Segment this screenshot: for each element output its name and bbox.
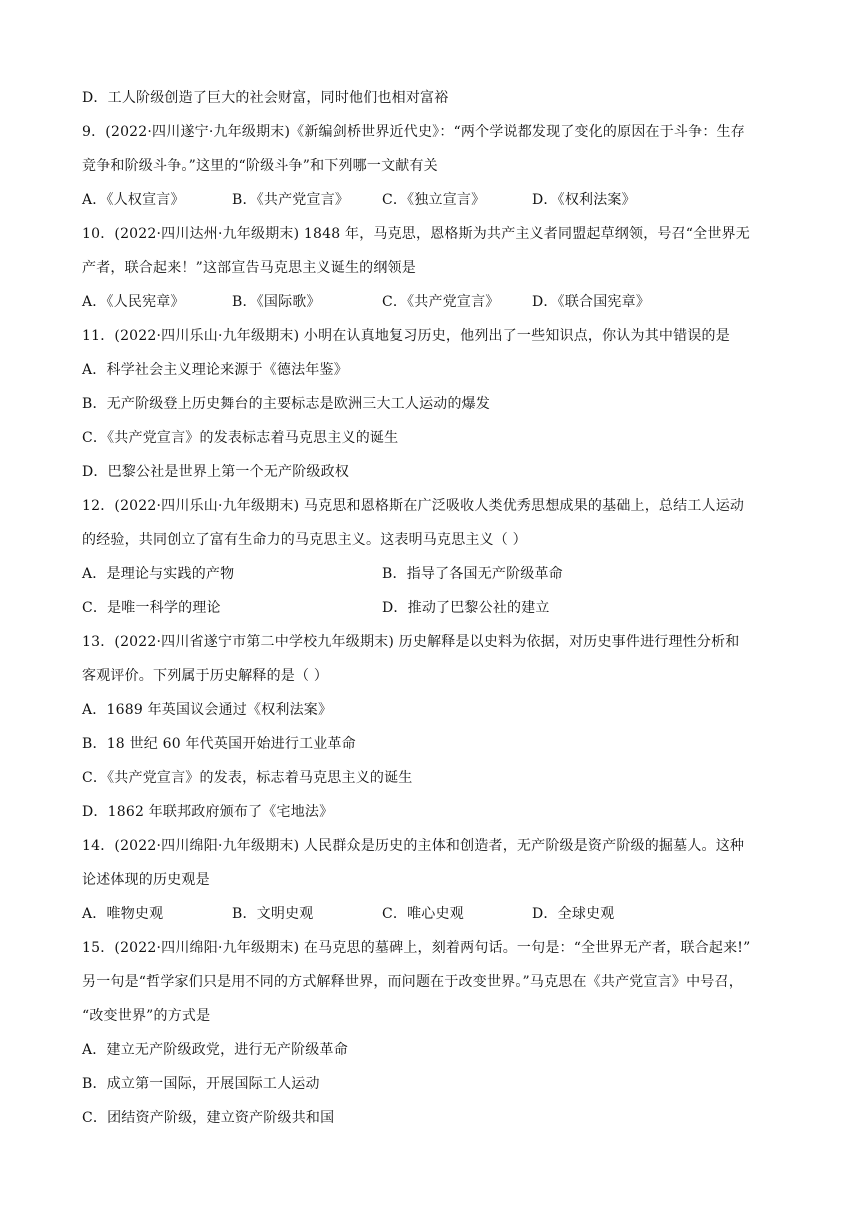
q10-option-b: B．《国际歌》 — [232, 294, 321, 310]
q14-option-a: A．唯物史观 — [82, 906, 164, 922]
q8-option-d: D．工人阶级创造了巨大的社会财富，同时他们也相对富裕 — [82, 90, 449, 106]
q9-option-c: C．《独立宣言》 — [382, 192, 486, 208]
question-15-stem-cont-2: “改变世界”的方式是 — [82, 1008, 211, 1024]
question-13-stem: 13．(2022·四川省遂宁市第二中学校九年级期末) 历史解释是以史料为依据，对历史事件进行理性分析和 — [82, 634, 740, 650]
q13-option-d: D．1862 年联邦政府颁布了《宅地法》 — [82, 804, 334, 820]
q9-option-b: B．《共产党宣言》 — [232, 192, 350, 208]
q12-option-d: D．推动了巴黎公社的建立 — [382, 600, 550, 616]
q11-option-d: D．巴黎公社是世界上第一个无产阶级政权 — [82, 464, 350, 480]
question-9-stem-cont: 竞争和阶级斗争。”这里的“阶级斗争”和下列哪一文献有关 — [82, 158, 438, 174]
q11-option-a: A．科学社会主义理论来源于《德法年鉴》 — [82, 362, 348, 378]
question-15-stem-cont: 另一句是“哲学家们只是用不同的方式解释世界，而问题在于改变世界。”马克思在《共产党宣言》中号召， — [82, 974, 743, 990]
question-12-stem: 12．(2022·四川乐山·九年级期末) 马克思和恩格斯在广泛吸收人类优秀思想成果的基础上，总结工人运动 — [82, 498, 745, 514]
q10-option-c: C．《共产党宣言》 — [382, 294, 500, 310]
q15-option-c: C．团结资产阶级，建立资产阶级共和国 — [82, 1110, 335, 1126]
q13-option-a: A．1689 年英国议会通过《权利法案》 — [82, 702, 333, 718]
question-14-stem: 14．(2022·四川绵阳·九年级期末) 人民群众是历史的主体和创造者，无产阶级是资产阶级的掘墓人。这种 — [82, 838, 745, 854]
q14-option-d: D．全球史观 — [532, 906, 615, 922]
q12-option-b: B．指导了各国无产阶级革命 — [382, 566, 563, 582]
q12-option-a: A．是理论与实践的产物 — [82, 566, 235, 582]
question-10-stem-cont: 产者，联合起来！”这部宣告马克思主义诞生的纲领是 — [82, 260, 416, 276]
q10-option-d: D．《联合国宪章》 — [532, 294, 651, 310]
q14-option-c: C．唯心史观 — [382, 906, 464, 922]
question-10-stem: 10．(2022·四川达州·九年级期末) 1848 年，马克思，恩格斯为共产主义者同盟起草纲领，号召“全世界无 — [82, 226, 750, 242]
q11-option-b: B．无产阶级登上历史舞台的主要标志是欧洲三大工人运动的爆发 — [82, 396, 491, 412]
q12-option-c: C．是唯一科学的理论 — [82, 600, 221, 616]
question-14-stem-cont: 论述体现的历史观是 — [82, 872, 210, 888]
question-9-stem: 9．(2022·四川遂宁·九年级期末)《新编剑桥世界近代史》：“两个学说都发现了变化的原因在于斗争：生存 — [82, 124, 745, 140]
question-13-stem-cont: 客观评价。下列属于历史解释的是（ ） — [82, 668, 329, 684]
q10-option-a: A．《人民宪章》 — [82, 294, 185, 310]
q9-option-d: D．《权利法案》 — [532, 192, 636, 208]
question-12-stem-cont: 的经验，共同创立了富有生命力的马克思主义。这表明马克思主义（ ） — [82, 532, 527, 548]
q9-option-a: A．《人权宣言》 — [82, 192, 185, 208]
question-11-stem: 11．(2022·四川乐山·九年级期末) 小明在认真地复习历史，他列出了一些知识点，你认为其中错误的是 — [82, 328, 730, 344]
q14-option-b: B．文明史观 — [232, 906, 314, 922]
q13-option-b: B．18 世纪 60 年代英国开始进行工业革命 — [82, 736, 356, 752]
q13-option-c: C．《共产党宣言》的发表，标志着马克思主义的诞生 — [82, 770, 413, 786]
q15-option-a: A．建立无产阶级政党，进行无产阶级革命 — [82, 1042, 348, 1058]
q15-option-b: B．成立第一国际，开展国际工人运动 — [82, 1076, 320, 1092]
q11-option-c: C．《共产党宣言》的发表标志着马克思主义的诞生 — [82, 430, 399, 446]
question-15-stem: 15．(2022·四川绵阳·九年级期末) 在马克思的墓碑上，刻着两句话。一句是：“全世界无产者，联合起来!” — [82, 940, 751, 956]
